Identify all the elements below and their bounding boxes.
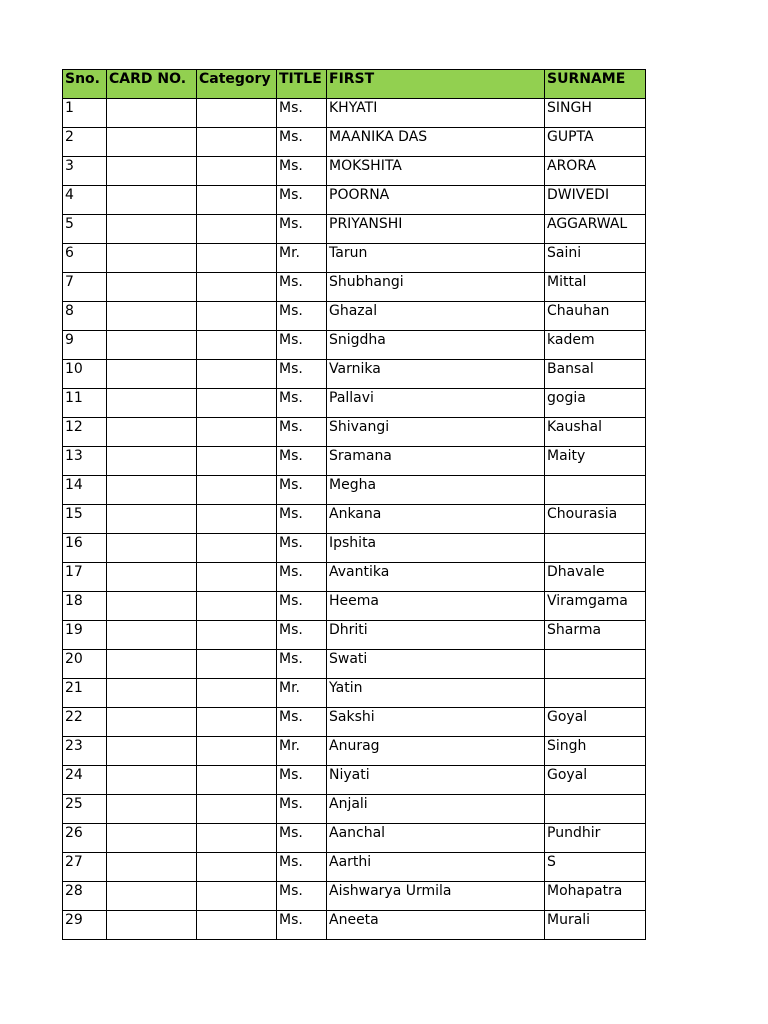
cell-first: Sakshi [327,708,545,737]
cell-sno: 18 [63,592,107,621]
cell-first: Shubhangi [327,273,545,302]
cell-card-no [107,157,197,186]
cell-sno: 24 [63,766,107,795]
cell-first: Aishwarya Urmila [327,882,545,911]
cell-surname: Singh [545,737,646,766]
cell-surname: Sharma [545,621,646,650]
cell-title: Ms. [277,650,327,679]
table-row [63,331,646,360]
cell-surname: Goyal [545,766,646,795]
cell-first: Aanchal [327,824,545,853]
cell-first: Megha [327,476,545,505]
cell-title: Ms. [277,447,327,476]
cell-category [197,679,277,708]
cell-card-no [107,447,197,476]
cell-surname: gogia [545,389,646,418]
table-row [63,911,646,940]
cell-category [197,331,277,360]
cell-title: Ms. [277,418,327,447]
cell-card-no [107,737,197,766]
cell-category [197,273,277,302]
table-body [63,99,646,940]
cell-card-no [107,708,197,737]
table-row [63,824,646,853]
cell-title: Ms. [277,157,327,186]
cell-card-no [107,853,197,882]
cell-title: Ms. [277,563,327,592]
table-header [63,70,646,99]
cell-card-no [107,418,197,447]
cell-first: Ankana [327,505,545,534]
cell-first: Ipshita [327,534,545,563]
cell-title: Ms. [277,186,327,215]
cell-sno: 4 [63,186,107,215]
cell-card-no [107,592,197,621]
cell-card-no [107,882,197,911]
cell-sno: 15 [63,505,107,534]
cell-title: Ms. [277,882,327,911]
cell-card-no [107,911,197,940]
cell-title: Ms. [277,273,327,302]
table-row [63,302,646,331]
cell-category [197,360,277,389]
cell-surname: AGGARWAL [545,215,646,244]
cell-category [197,911,277,940]
cell-surname [545,795,646,824]
cell-card-no [107,650,197,679]
cell-surname: Chourasia [545,505,646,534]
cell-card-no [107,534,197,563]
cell-sno: 2 [63,128,107,157]
cell-surname: Kaushal [545,418,646,447]
table-row [63,534,646,563]
table-row [63,273,646,302]
cell-category [197,186,277,215]
cell-title: Ms. [277,99,327,128]
cell-category [197,244,277,273]
cell-surname: Saini [545,244,646,273]
cell-title: Ms. [277,708,327,737]
cell-sno: 1 [63,99,107,128]
cell-surname [545,679,646,708]
cell-first: Heema [327,592,545,621]
cell-category [197,418,277,447]
cell-surname: GUPTA [545,128,646,157]
cell-category [197,389,277,418]
cell-sno: 9 [63,331,107,360]
cell-surname: ARORA [545,157,646,186]
cell-surname: kadem [545,331,646,360]
table-row [63,621,646,650]
cell-title: Ms. [277,331,327,360]
cell-title: Mr. [277,679,327,708]
cell-title: Ms. [277,302,327,331]
cell-card-no [107,389,197,418]
cell-title: Ms. [277,911,327,940]
cell-first: MOKSHITA [327,157,545,186]
cell-category [197,447,277,476]
cell-surname: Murali [545,911,646,940]
table-row [63,389,646,418]
cell-card-no [107,273,197,302]
cell-category [197,99,277,128]
header-category: Category [197,70,277,99]
cell-surname [545,650,646,679]
cell-card-no [107,476,197,505]
cell-title: Ms. [277,853,327,882]
cell-category [197,621,277,650]
table-row [63,128,646,157]
cell-surname: DWIVEDI [545,186,646,215]
cell-sno: 10 [63,360,107,389]
cell-sno: 26 [63,824,107,853]
cell-surname: SINGH [545,99,646,128]
cell-first: Varnika [327,360,545,389]
cell-surname: S [545,853,646,882]
cell-surname: Maity [545,447,646,476]
cell-first: Ghazal [327,302,545,331]
header-row [63,70,646,99]
table-row [63,215,646,244]
cell-category [197,766,277,795]
cell-surname [545,476,646,505]
cell-surname: Mittal [545,273,646,302]
table-row [63,592,646,621]
header-card-no: CARD NO. [107,70,197,99]
cell-first: KHYATI [327,99,545,128]
cell-category [197,563,277,592]
cell-surname: Goyal [545,708,646,737]
header-sno: Sno. [63,70,107,99]
cell-card-no [107,186,197,215]
cell-first: Snigdha [327,331,545,360]
cell-card-no [107,244,197,273]
cell-first: Anurag [327,737,545,766]
cell-title: Ms. [277,360,327,389]
cell-sno: 5 [63,215,107,244]
cell-category [197,505,277,534]
table-row [63,505,646,534]
cell-title: Mr. [277,737,327,766]
cell-category [197,853,277,882]
cell-title: Ms. [277,795,327,824]
cell-sno: 25 [63,795,107,824]
cell-title: Ms. [277,389,327,418]
cell-first: Sramana [327,447,545,476]
cell-title: Ms. [277,476,327,505]
cell-category [197,737,277,766]
cell-surname: Mohapatra [545,882,646,911]
attendee-table [62,69,646,940]
cell-category [197,534,277,563]
cell-card-no [107,331,197,360]
cell-first: Aarthi [327,853,545,882]
cell-surname: Viramgama [545,592,646,621]
cell-card-no [107,215,197,244]
cell-sno: 27 [63,853,107,882]
cell-surname: Chauhan [545,302,646,331]
cell-sno: 11 [63,389,107,418]
table-row [63,679,646,708]
cell-card-no [107,128,197,157]
cell-sno: 3 [63,157,107,186]
cell-sno: 20 [63,650,107,679]
cell-sno: 13 [63,447,107,476]
table-row [63,244,646,273]
cell-title: Ms. [277,128,327,157]
cell-first: Aneeta [327,911,545,940]
table-row [63,708,646,737]
cell-first: Pallavi [327,389,545,418]
cell-card-no [107,795,197,824]
cell-surname: Dhavale [545,563,646,592]
cell-title: Ms. [277,621,327,650]
cell-title: Ms. [277,215,327,244]
table-row [63,853,646,882]
cell-card-no [107,563,197,592]
cell-category [197,592,277,621]
cell-sno: 16 [63,534,107,563]
cell-first: Shivangi [327,418,545,447]
table-row [63,157,646,186]
cell-category [197,215,277,244]
cell-title: Ms. [277,592,327,621]
cell-first: Yatin [327,679,545,708]
table-row [63,99,646,128]
cell-sno: 23 [63,737,107,766]
cell-category [197,128,277,157]
cell-sno: 19 [63,621,107,650]
cell-card-no [107,766,197,795]
cell-first: Tarun [327,244,545,273]
table-row [63,650,646,679]
header-surname: SURNAME [545,70,646,99]
cell-category [197,882,277,911]
cell-title: Mr. [277,244,327,273]
table-row [63,186,646,215]
cell-category [197,476,277,505]
cell-sno: 8 [63,302,107,331]
cell-card-no [107,679,197,708]
table-row [63,360,646,389]
cell-first: Dhriti [327,621,545,650]
cell-card-no [107,824,197,853]
cell-first: POORNA [327,186,545,215]
table-row [63,447,646,476]
table-row [63,737,646,766]
cell-category [197,795,277,824]
cell-category [197,302,277,331]
cell-first: Avantika [327,563,545,592]
cell-category [197,824,277,853]
cell-surname: Pundhir [545,824,646,853]
table-row [63,563,646,592]
cell-category [197,708,277,737]
cell-sno: 29 [63,911,107,940]
table-row [63,882,646,911]
table-row [63,795,646,824]
cell-first: PRIYANSHI [327,215,545,244]
cell-first: Anjali [327,795,545,824]
cell-category [197,157,277,186]
cell-first: Niyati [327,766,545,795]
cell-title: Ms. [277,824,327,853]
cell-title: Ms. [277,766,327,795]
cell-card-no [107,360,197,389]
cell-category [197,650,277,679]
cell-card-no [107,302,197,331]
header-first: FIRST [327,70,545,99]
cell-card-no [107,505,197,534]
cell-sno: 6 [63,244,107,273]
cell-sno: 12 [63,418,107,447]
cell-card-no [107,99,197,128]
table-row [63,766,646,795]
cell-title: Ms. [277,534,327,563]
cell-sno: 21 [63,679,107,708]
cell-sno: 7 [63,273,107,302]
table-row [63,476,646,505]
cell-title: Ms. [277,505,327,534]
cell-first: MAANIKA DAS [327,128,545,157]
cell-sno: 22 [63,708,107,737]
header-title: TITLE [277,70,327,99]
cell-surname [545,534,646,563]
cell-sno: 14 [63,476,107,505]
cell-surname: Bansal [545,360,646,389]
table-row [63,418,646,447]
cell-sno: 17 [63,563,107,592]
cell-card-no [107,621,197,650]
cell-sno: 28 [63,882,107,911]
cell-first: Swati [327,650,545,679]
